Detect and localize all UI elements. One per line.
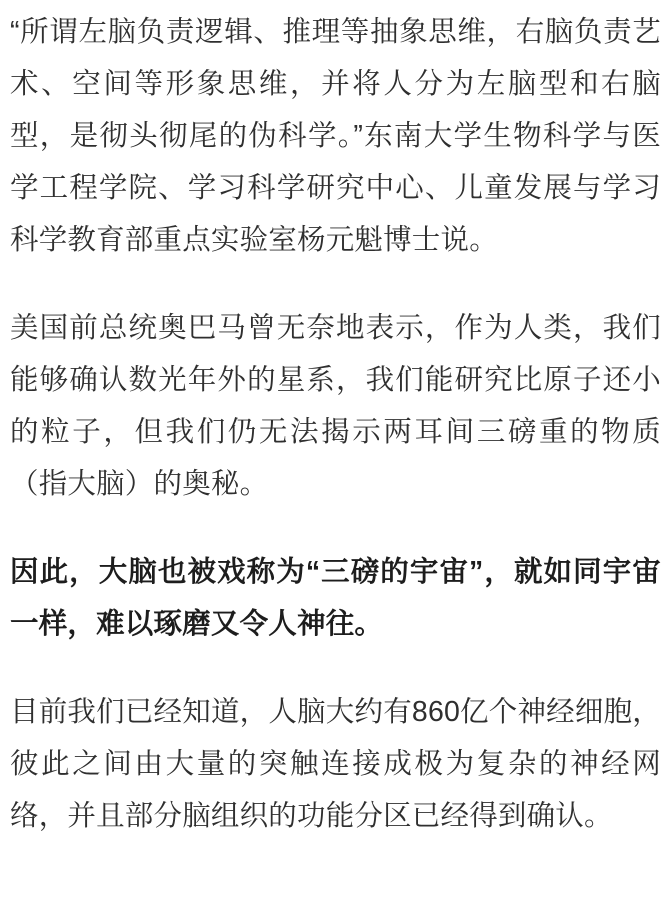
article-paragraph-highlight: 因此，大脑也被戏称为“三磅的宇宙”，就如同宇宙一样，难以琢磨又令人神往。: [10, 556, 661, 640]
article-paragraph: 目前我们已经知道，人脑大约有860亿个神经细胞，彼此之间由大量的突触连接成极为复杂的神经网络，并且部分脑组织的功能分区已经得到确认。: [10, 696, 661, 832]
article-paragraph: 美国前总统奥巴马曾无奈地表示，作为人类，我们能够确认数光年外的星系，我们能研究比原子还小的粒子，但我们仍无法揭示两耳间三磅重的物质（指大脑）的奥秘。: [10, 312, 661, 500]
article-paragraph: “所谓左脑负责逻辑、推理等抽象思维，右脑负责艺术、空间等形象思维，并将人分为左脑型和右脑型，是彻头彻尾的伪科学。”东南大学生物科学与医学工程学院、学习科学研究中心、儿童发展与学习科学教育部重点实验室杨元魁博士说。: [10, 16, 661, 256]
